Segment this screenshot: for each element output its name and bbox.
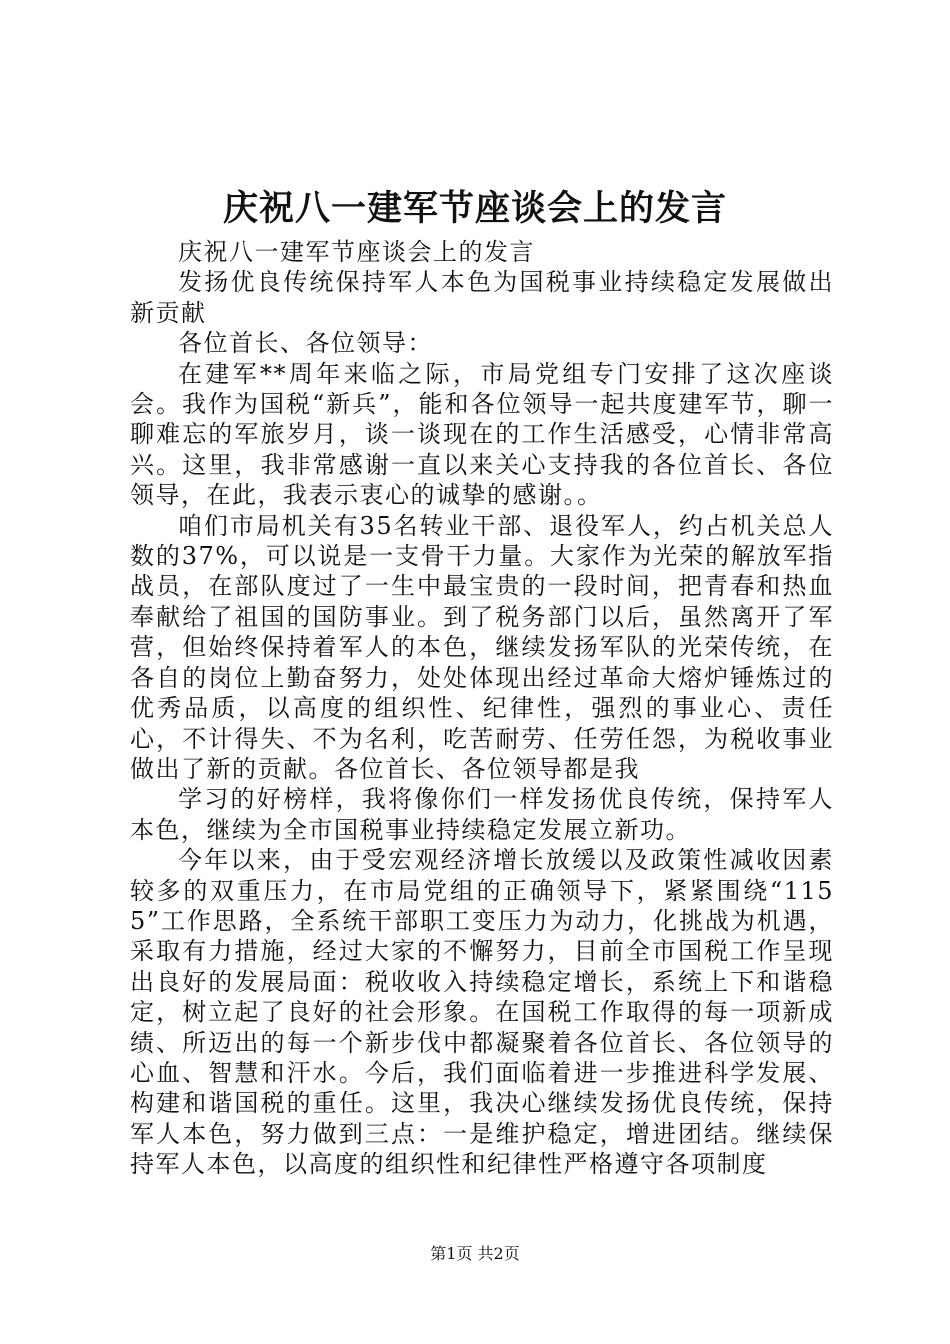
paragraph: 在建军**周年来临之际，市局党组专门安排了这次座谈会。我作为国税“新兵”，能和各位领导一起共度建军节，聊一聊难忘的军旅岁月，谈一谈现在的工作生活感受，心情非常高兴。这里，我非常感谢一直以来关心支持我的各位首长、各位领导，在此，我表示衷心的诚挚的感谢。。 <box>130 359 834 510</box>
page-number-footer: 第1页 共2页 <box>430 1244 520 1263</box>
paragraph: 学习的好榜样，我将像你们一样发扬优良传统，保持军人本色，继续为全市国税事业持续稳定发展立新功。 <box>130 785 834 844</box>
document-title: 庆祝八一建军节座谈会上的发言 <box>222 188 727 229</box>
document-body <box>130 237 834 1180</box>
paragraph: 发扬优良传统保持军人本色为国税事业持续稳定发展做出新贡献 <box>130 268 834 327</box>
paragraph: 今年以来，由于受宏观经济增长放缓以及政策性减收因素较多的双重压力，在市局党组的正确领导下，紧紧围绕“1155”工作思路，全系统干部职工变压力为动力，化挑战为机遇，采取有力措施，经过大家的不懈努力，目前全市国税工作呈现出良好的发展局面：税收收入持续稳定增长，系统上下和谐稳定，树立起了良好的社会形象。在国税工作取得的每一项新成绩、所迈出的每一个新步伐中都凝聚着各位首长、各位领导的心血、智慧和汗水。今后，我们面临着进一步推进科学发展、构建和谐国税的重任。这里，我决心继续发扬优良传统，保持军人本色，努力做到三点：一是维护稳定，增进团结。继续保持军人本色，以高度的组织性和纪律性严格遵守各项制度 <box>130 846 834 1179</box>
paragraph: 咱们市局机关有35名转业干部、退役军人，约占机关总人数的37%，可以说是一支骨干力量。大家作为光荣的解放军指战员，在部队度过了一生中最宝贵的一段时间，把青春和热血奉献给了祖国的国防事业。到了税务部门以后，虽然离开了军营，但始终保持着军人的本色，继续发扬军队的光荣传统，在各自的岗位上勤奋努力，处处体现出经过革命大熔炉锤炼过的优秀品质，以高度的组织性、纪律性，强烈的事业心、责任心，不计得失、不为名利，吃苦耐劳、任劳任怨，为税收事业做出了新的贡献。各位首长、各位领导都是我 <box>130 511 834 783</box>
paragraph: 各位首长、各位领导： <box>178 329 433 358</box>
paragraph: 庆祝八一建军节座谈会上的发言 <box>178 238 535 266</box>
